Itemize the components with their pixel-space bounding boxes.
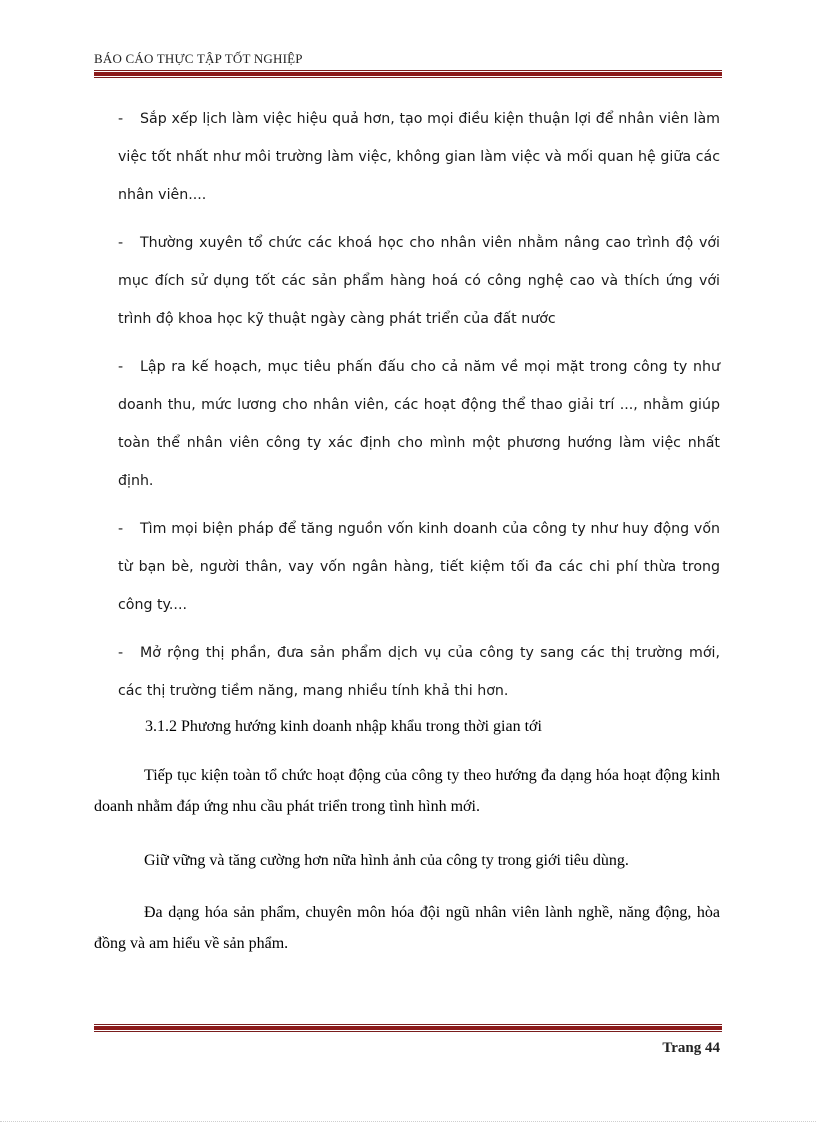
bullet-item [118, 510, 720, 624]
bullet-item [118, 100, 720, 214]
section-heading: 3.1.2 Phương hướng kinh doanh nhập khẩu trong thời gian tới [145, 718, 542, 735]
header-title: BÁO CÁO THỰC TẬP TỐT NGHIỆP [94, 51, 303, 66]
bullet-dash: - [118, 359, 124, 375]
bullet-text: Mở rộng thị phần, đưa sản phẩm dịch vụ của công ty sang các thị trường mới, các thị trường tiềm năng, mang nhiều tính khả thi hơn. [118, 645, 720, 699]
bullet-item [118, 634, 720, 710]
bullet-text: Sắp xếp lịch làm việc hiệu quả hơn, tạo mọi điều kiện thuận lợi để nhân viên làm việc tốt nhất như môi trường làm việc, không gian làm việc và mối quan hệ giữa các nhân viên.... [118, 111, 720, 203]
body-paragraph: Đa dạng hóa sản phẩm, chuyên môn hóa đội ngũ nhân viên lành nghề, năng động, hòa đồng và am hiểu về sản phẩm. [94, 904, 720, 952]
body-paragraph: Tiếp tục kiện toàn tổ chức hoạt động của công ty theo hướng đa dạng hóa hoạt động kinh doanh nhằm đáp ứng nhu cầu phát triển trong tình hình mới. [94, 767, 720, 815]
bullet-dash: - [118, 235, 124, 251]
bullet-text: Tìm mọi biện pháp để tăng nguồn vốn kinh doanh của công ty như huy động vốn từ bạn bè, người thân, vay vốn ngân hàng, tiết kiệm tối đa các chi phí thừa trong công ty.... [118, 521, 720, 613]
bullet-item [118, 224, 720, 338]
footer-rule [94, 1024, 722, 1032]
header-rule [94, 70, 722, 78]
body-paragraph: Giữ vững và tăng cường hơn nữa hình ảnh của công ty trong giới tiêu dùng. [144, 852, 629, 869]
bullet-text: Thường xuyên tổ chức các khoá học cho nhân viên nhằm nâng cao trình độ với mục đích sử dụng tốt các sản phẩm hàng hoá có công nghệ cao và thích ứng với trình độ khoa học kỹ thuật ngày càng phát triển của đất nước [118, 235, 720, 327]
bullet-dash: - [118, 521, 124, 537]
page-bottom-border [0, 1121, 816, 1122]
page-number: Trang 44 [662, 1040, 720, 1056]
header-rule-thin-bottom [94, 77, 722, 78]
bullet-dash: - [118, 645, 124, 661]
bullet-dash: - [118, 111, 124, 127]
footer-rule-thin-bottom [94, 1031, 722, 1032]
bullet-text: Lập ra kế hoạch, mục tiêu phấn đấu cho cả năm về mọi mặt trong công ty như doanh thu, mức lương cho nhân viên, các hoạt động thể thao giải trí ..., nhằm giúp toàn thể nhân viên công ty xác định cho mình một phương hướng làm việc nhất định. [118, 359, 720, 489]
bullet-list [118, 100, 720, 720]
bullet-item [118, 348, 720, 500]
